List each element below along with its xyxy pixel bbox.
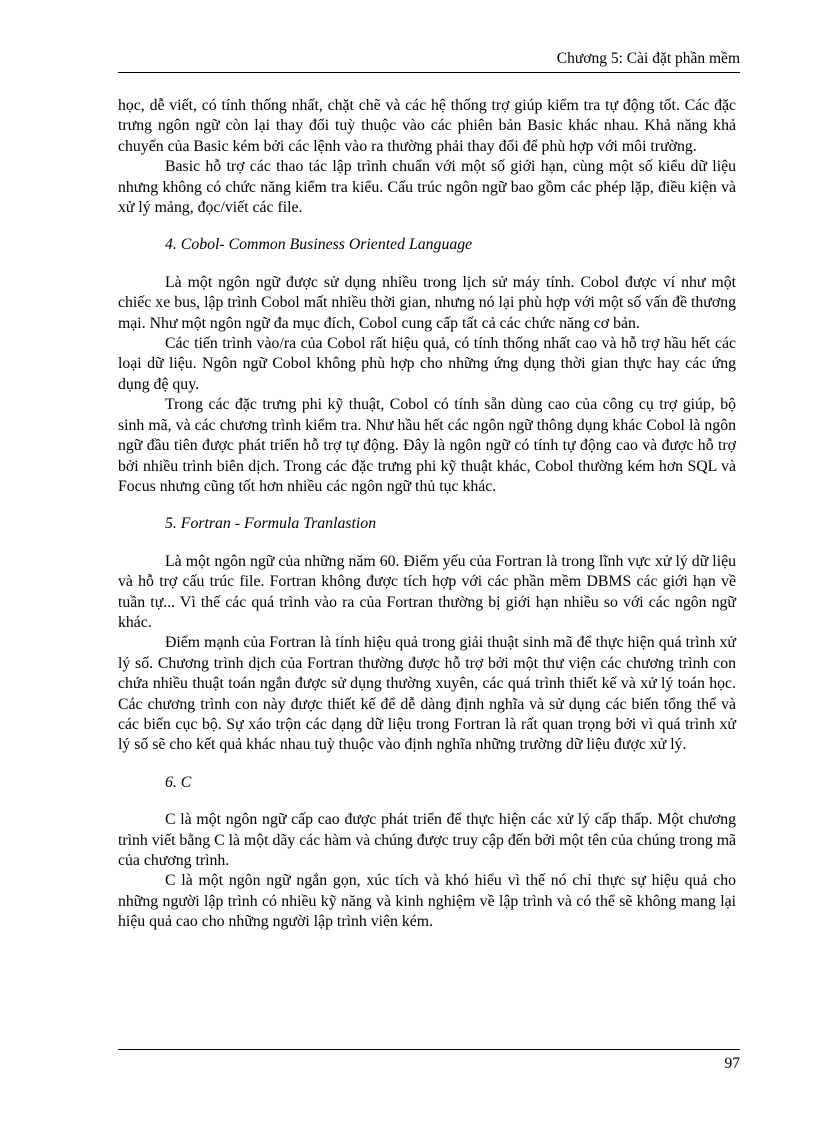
paragraph-cobol-nontechnical: Trong các đặc trưng phi kỹ thuật, Cobol có tính sẵn dùng cao của công cụ trợ giúp, bộ sinh mã, và các chương trình kiểm tra. Như hầu hết các ngôn ngữ thông dụng khác Cobol là ngôn ngữ đầu tiên được phát triển hỗ trợ tự động. Đây là ngôn ngữ có tính tự động cao và được hỗ trợ bởi nhiều trình biên dịch. Trong các đặc trưng phi kỹ thuật khác, Cobol thường kém hơn SQL và Focus nhưng cũng tốt hơn nhiều các ngôn ngữ thủ tục khác. (118, 396, 736, 495)
page-content (118, 96, 736, 933)
footer-divider (118, 1049, 740, 1050)
paragraph-cobol-io: Các tiến trình vào/ra của Cobol rất hiệu quả, có tính thống nhất cao và hỗ trợ hầu hết các loại dữ liệu. Ngôn ngữ Cobol không phù hợp cho những ứng dụng thời gian thực hay các ứng dụng đệ quy. (118, 335, 736, 393)
paragraph-basic-support: Basic hỗ trợ các thao tác lập trình chuẩn với một số giới hạn, cùng một số kiểu dữ liệu nhưng không có chức năng kiểm tra kiểu. Cấu trúc ngôn ngữ bao gồm các phép lặp, điều kiện và xử lý mảng, đọc/viết các file. (118, 158, 736, 217)
paragraph-fortran-strengths: Điểm mạnh của Fortran là tính hiệu quả trong giải thuật sinh mã để thực hiện quá trình xử lý số. Chương trình dịch của Fortran thường được hỗ trợ bởi một thư viện các chương trình con chứa nhiều thuật toán ngắn được sử dụng thường xuyên, các quá trình thiết kế và xử lý toán học. Các chương trình con này được thiết kế để dễ dàng định nghĩa và sử dụng các biến tổng thể và các biến cục bộ. Sự xáo trộn các dạng dữ liệu trong Fortran là rất quan trọng bởi vì quá trình xử lý số sẽ cho kết quả khác nhau tuỳ thuộc vào định nghĩa những trường dữ liệu được xử lý. (118, 634, 736, 754)
paragraph-basic-features: học, dễ viết, có tính thống nhất, chặt chẽ và các hệ thống trợ giúp kiểm tra tự động tốt. Các đặc trưng ngôn ngữ còn lại thay đổi tuỳ thuộc vào các phiên bản Basic khác nhau. Khả năng khả chuyển của Basic kém bởi các lệnh vào ra thường phải thay đổi để phù hợp với môi trường. (118, 97, 736, 155)
page-header: Chương 5: Cài đặt phần mềm (556, 50, 740, 67)
page-number: 97 (724, 1055, 740, 1072)
section-heading-c: 6. C (165, 773, 192, 791)
header-divider (118, 72, 740, 73)
paragraph-c-concise: C là một ngôn ngữ ngắn gọn, xúc tích và khó hiểu vì thế nó chỉ thực sự hiệu quả cho những người lập trình có nhiều kỹ năng và kinh nghiệm về lập trình và có thể sẽ không mang lại hiệu quả cao cho những người lập trình viên kém. (118, 872, 736, 931)
section-heading-cobol: 4. Cobol- Common Business Oriented Language (165, 236, 473, 254)
section-heading-fortran: 5. Fortran - Formula Tranlastion (165, 515, 377, 533)
paragraph-fortran-intro: Là một ngôn ngữ của những năm 60. Điểm yếu của Fortran là trong lĩnh vực xử lý dữ liệu và hỗ trợ cấu trúc file. Fortran không được tích hợp với các phần mềm DBMS các giới hạn về tuần tự... Vì thế các quá trình vào ra của Fortran thường bị giới hạn nhiều so với các ngôn ngữ khác. (118, 552, 736, 631)
paragraph-cobol-intro: Là một ngôn ngữ được sử dụng nhiều trong lịch sử máy tính. Cobol được ví như một chiếc xe bus, lập trình Cobol mất nhiều thời gian, nhưng nó lại phù hợp với một số vấn đề thương mại. Như một ngôn ngữ đa mục đích, Cobol cung cấp tất cả các chức năng cơ bản. (118, 273, 736, 332)
paragraph-c-intro: C là một ngôn ngữ cấp cao được phát triển để thực hiện các xử lý cấp thấp. Một chương trình viết bằng C là một dãy các hàm và chúng được truy cập đến bởi một tên của chúng trong mã của chương trình. (118, 811, 736, 869)
